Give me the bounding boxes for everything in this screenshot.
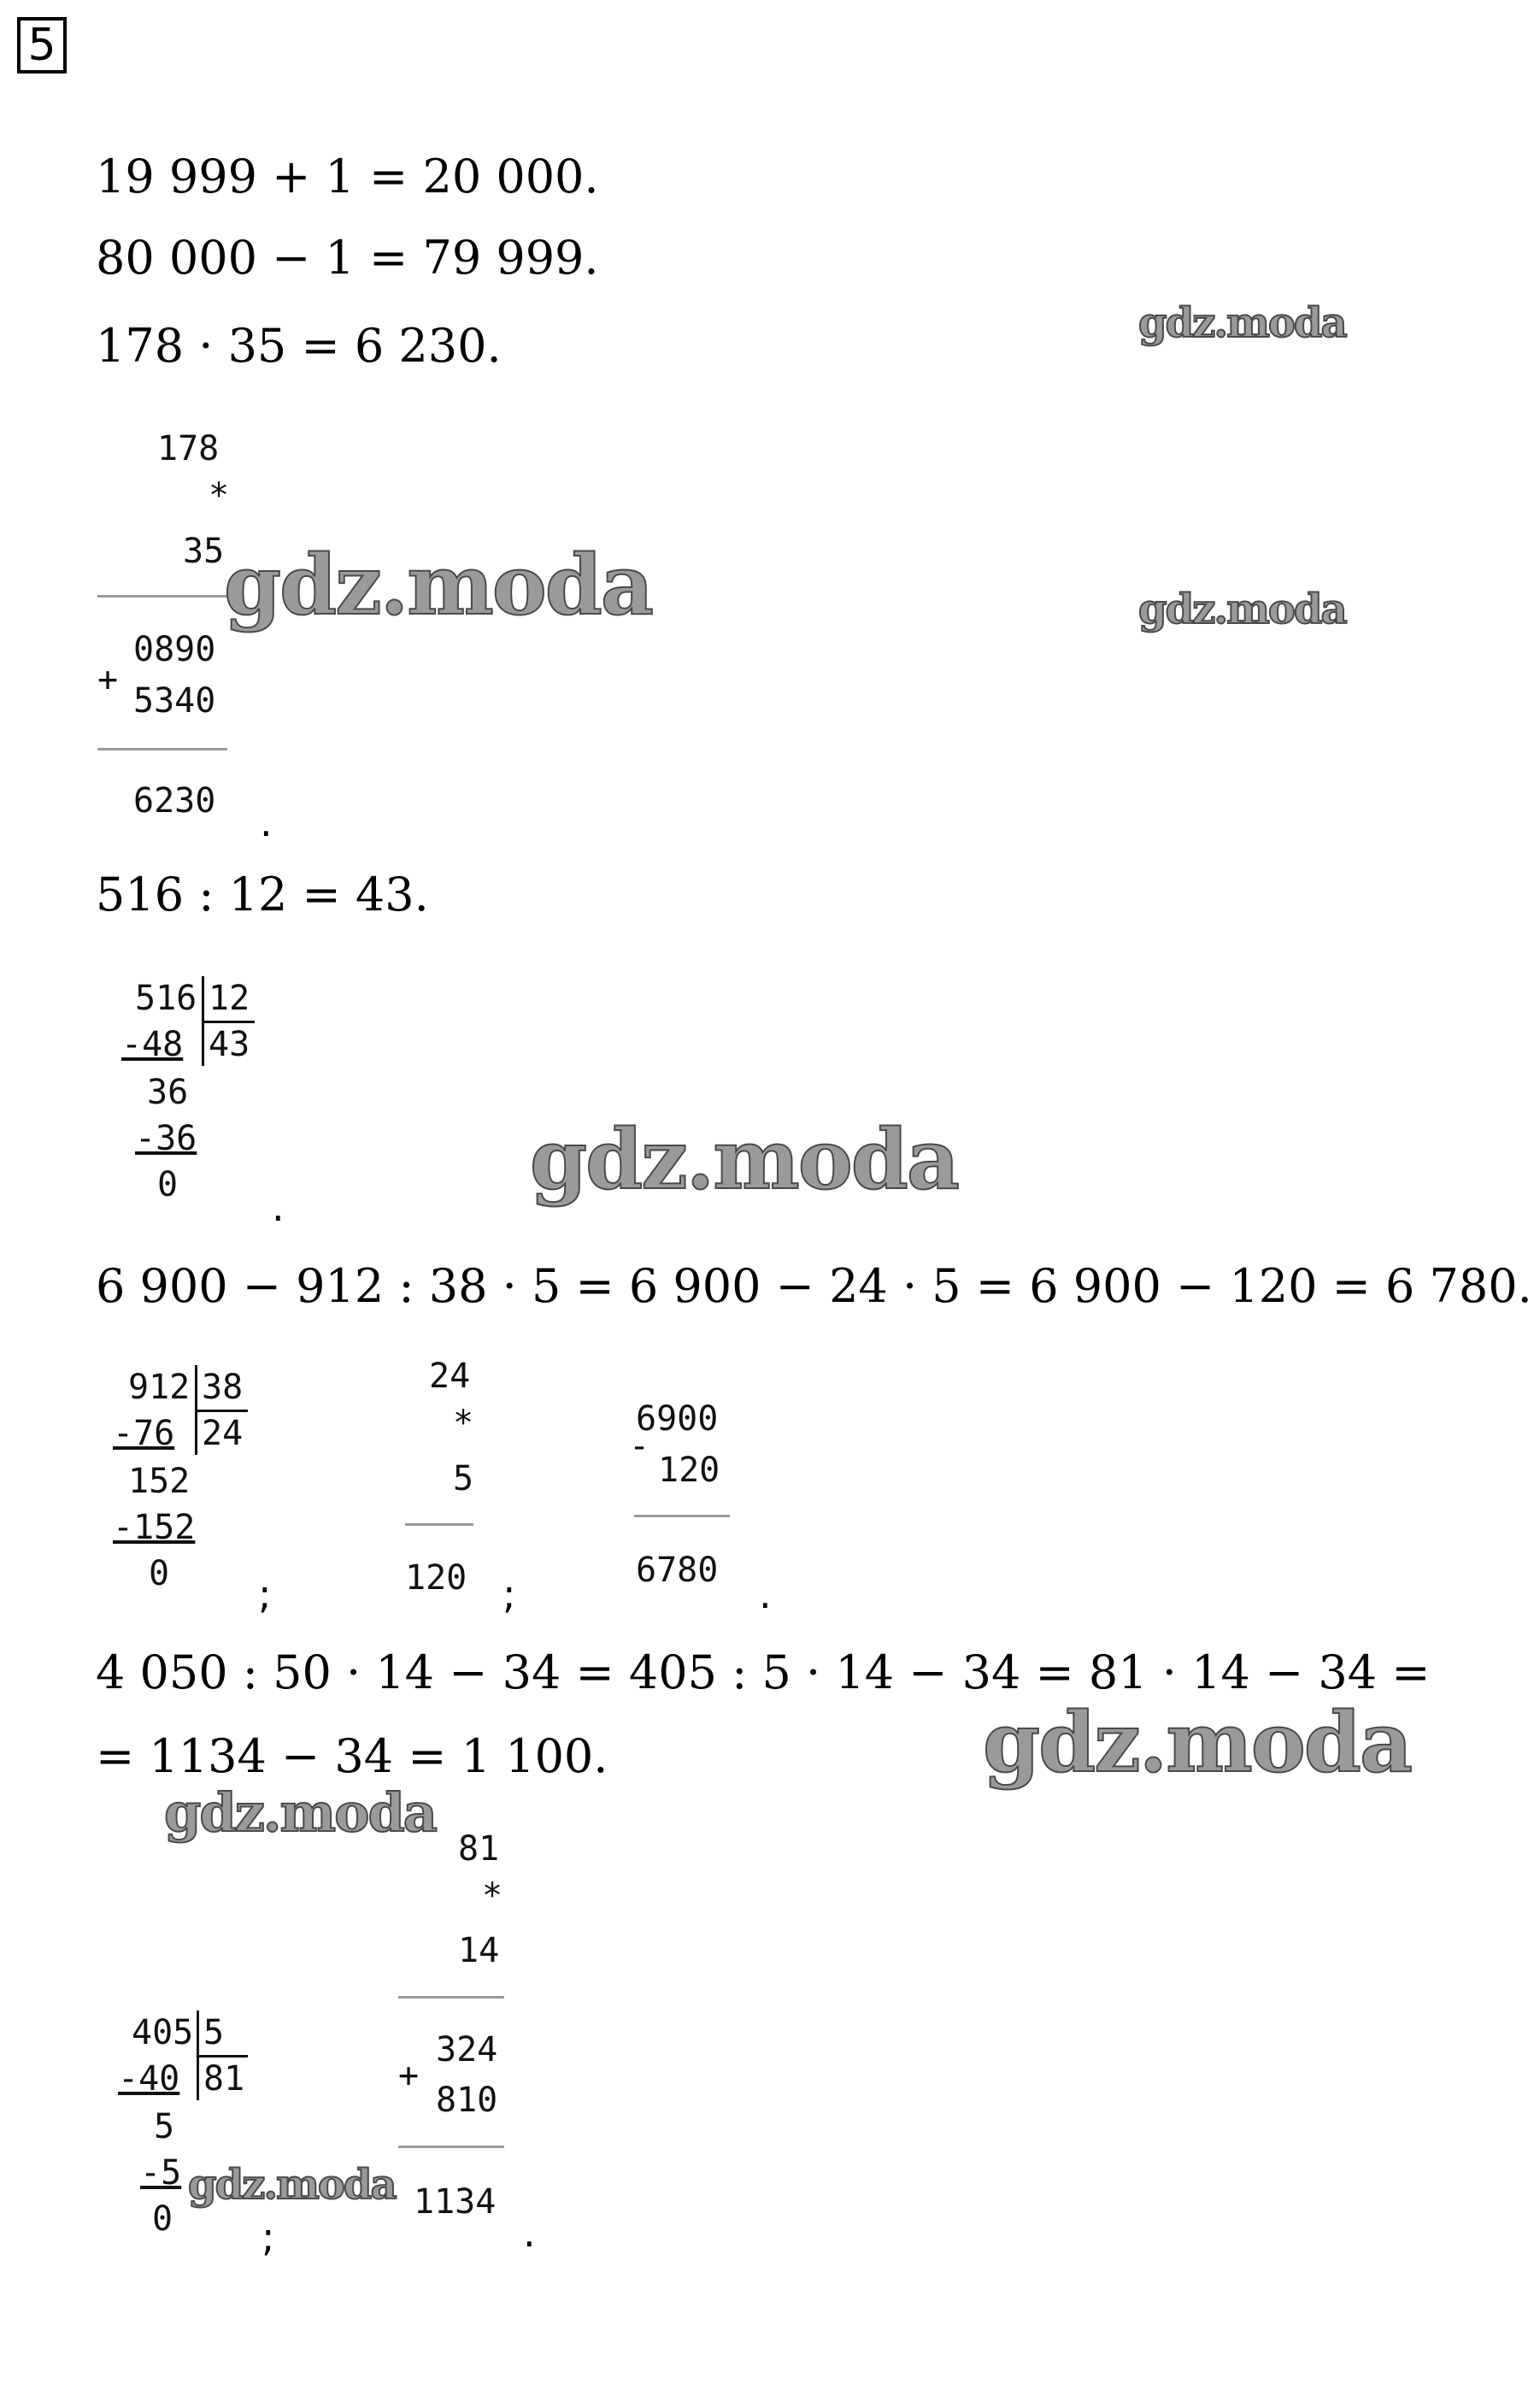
quotient: 81 [203,2059,245,2099]
semicolon: ; [262,2214,275,2260]
factor-b: 35 [183,532,225,571]
remainder-1: 36 [147,1073,189,1112]
equation-6-line-1: 4 050 : 50 · 14 − 34 = 405 : 5 · 14 − 34 = 81 · 14 − 34 = [96,1645,1431,1699]
partial-product-2: 810 [436,2081,498,2120]
subtrahend-1: -76 [113,1414,175,1453]
equation-6-line-2: = 1134 − 34 = 1 100. [96,1729,608,1783]
watermark: gdz.moda [983,1694,1412,1791]
task-number: 5 [17,17,67,74]
rule-line [398,2146,504,2148]
product-result: 6230 [133,781,216,821]
dividend: 405 [132,2013,194,2052]
plus-sign: + [97,660,119,699]
minus-sign: - [629,1427,650,1466]
product-result: 120 [405,1558,467,1598]
rule-line [634,1515,730,1517]
product-result: 1134 [414,2182,497,2222]
divisor: 5 [203,2013,225,2052]
watermark: gdz.moda [164,1781,436,1844]
multiply-sign: * [209,476,230,515]
period: . [523,2210,536,2256]
semicolon: ; [258,1571,272,1617]
remainder-2: 0 [152,2199,173,2239]
subtrahend-1: -48 [121,1025,184,1064]
equation-5: 6 900 − 912 : 38 · 5 = 6 900 − 24 · 5 = 6 900 − 120 = 6 780. [96,1259,1532,1313]
subtrahend-2: -36 [135,1119,197,1158]
quotient: 24 [202,1414,244,1453]
partial-product-1: 0890 [133,630,216,669]
remainder-2: 0 [149,1554,170,1593]
factor-b: 5 [453,1459,474,1498]
watermark: gdz.moda [224,537,653,633]
subtrahend-2: -152 [113,1508,196,1547]
subtrahend-2: -5 [140,2153,182,2193]
subtrahend-1: -40 [118,2059,180,2099]
watermark: gdz.moda [1138,299,1346,347]
remainder-2: 0 [157,1165,179,1204]
partial-product-2: 5340 [133,681,216,721]
watermark: gdz.moda [530,1111,959,1208]
watermark: gdz.moda [188,2161,396,2209]
rule-line [398,1996,504,1999]
semicolon: ; [503,1571,516,1617]
dividend: 516 [135,979,197,1018]
factor-b: 14 [458,1931,500,1970]
divisor-underline [202,1021,255,1023]
multiply-sign: * [453,1404,474,1443]
divisor: 38 [202,1368,244,1407]
factor-a: 24 [429,1357,471,1396]
divisor-underline [197,2055,248,2057]
remainder-1: 5 [154,2107,175,2146]
equation-2: 80 000 − 1 = 79 999. [96,231,599,285]
rule-line [97,748,227,751]
plus-sign: + [398,2056,420,2095]
equation-3: 178 · 35 = 6 230. [96,319,502,373]
factor-a: 81 [458,1829,500,1869]
dividend: 912 [128,1368,191,1407]
multiply-sign: * [482,1876,503,1916]
remainder-1: 152 [128,1462,191,1501]
equation-4: 516 : 12 = 43. [96,868,429,921]
period: . [260,799,273,845]
equation-1: 19 999 + 1 = 20 000. [96,150,599,203]
quotient: 43 [209,1025,250,1064]
period: . [759,1571,772,1617]
divisor-underline [195,1410,248,1412]
difference: 6780 [636,1551,719,1590]
divisor: 12 [209,979,250,1018]
factor-a: 178 [157,429,220,468]
minuend: 6900 [636,1399,719,1439]
watermark: gdz.moda [1138,586,1346,633]
subtrahend: 120 [658,1451,720,1490]
period: . [272,1184,285,1230]
rule-line [405,1523,473,1526]
rule-line [97,595,227,598]
partial-product-1: 324 [436,2030,498,2069]
